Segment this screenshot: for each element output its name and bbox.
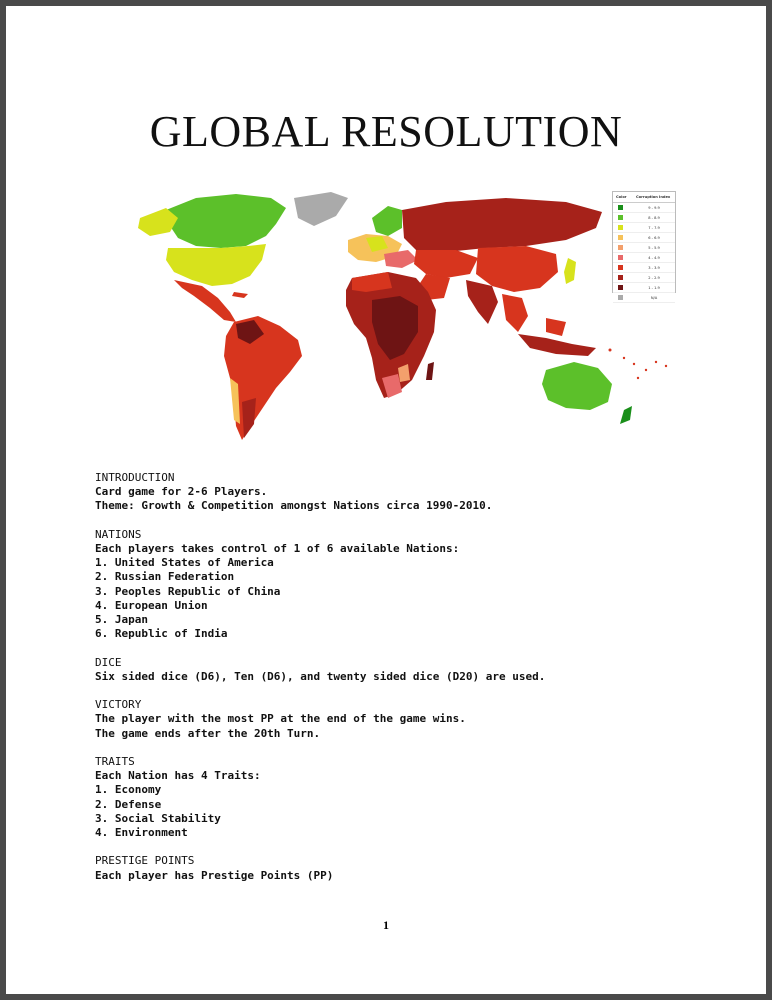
section-line: 5. Japan xyxy=(95,613,148,627)
legend-row xyxy=(613,233,675,243)
legend-label: 8 - 8.9 xyxy=(648,215,660,220)
world-map-image xyxy=(126,188,686,446)
page-number: 1 xyxy=(383,918,389,932)
legend-label: 2 - 2.9 xyxy=(648,275,660,280)
section-line: 4. European Union xyxy=(95,598,208,612)
section-line: 2. Defense xyxy=(95,797,162,811)
section-line: Each player has Prestige Points (PP) xyxy=(95,868,334,882)
section-line: Card game for 2-6 Players. xyxy=(95,485,268,499)
section-victory xyxy=(95,698,695,741)
legend-header-index: Corruption Index xyxy=(636,195,671,199)
map-india xyxy=(466,280,498,324)
section-introduction xyxy=(95,471,695,514)
legend-row xyxy=(613,293,675,303)
legend-swatch xyxy=(618,285,623,290)
section-line: 3. Social Stability xyxy=(95,811,221,825)
legend-row xyxy=(613,253,675,263)
legend-label: 9 - 9.9 xyxy=(648,205,660,210)
map-russia xyxy=(402,198,602,252)
map-scandinavia xyxy=(372,206,402,236)
section-line: 4. Environment xyxy=(95,826,188,840)
section-line: The game ends after the 20th Turn. xyxy=(95,726,321,740)
legend-label: 6 - 6.9 xyxy=(648,235,660,240)
legend-swatch xyxy=(618,255,623,260)
map-legend xyxy=(612,191,676,300)
section-heading: INTRODUCTION xyxy=(95,471,175,484)
document-body xyxy=(95,471,695,897)
legend-row xyxy=(613,203,675,213)
section-line: 2. Russian Federation xyxy=(95,570,235,584)
section-line: Theme: Growth & Competition amongst Nations circa 1990-2010. xyxy=(95,499,493,513)
section-heading: VICTORY xyxy=(95,698,142,712)
legend-swatch xyxy=(618,275,623,280)
section-line: Each players takes control of 1 of 6 available Nations: xyxy=(95,542,460,555)
map-australia xyxy=(542,362,612,410)
map-usa xyxy=(166,244,266,286)
legend-label: N/A xyxy=(650,295,658,300)
section-line: 6. Republic of India xyxy=(95,627,228,641)
legend-swatch xyxy=(618,295,623,300)
legend-swatch xyxy=(618,245,623,250)
section-line: Each Nation has 4 Traits: xyxy=(95,769,261,783)
legend-header-color: Color xyxy=(616,195,627,199)
legend-row xyxy=(613,273,675,283)
section-nations xyxy=(95,528,695,642)
section-traits xyxy=(95,755,695,840)
section-line: The player with the most PP at the end of the game wins. xyxy=(95,712,466,726)
section-line: 1. Economy xyxy=(95,783,162,797)
map-japan xyxy=(564,258,576,284)
legend-swatch xyxy=(618,265,623,270)
section-dice xyxy=(95,656,695,684)
map-legend-header xyxy=(613,192,675,203)
legend-swatch xyxy=(618,225,623,230)
legend-row xyxy=(613,263,675,273)
legend-label: 3 - 3.9 xyxy=(648,265,660,270)
map-new-zealand xyxy=(620,406,632,424)
section-heading: DICE xyxy=(95,655,122,669)
legend-row xyxy=(613,213,675,223)
legend-row xyxy=(613,223,675,233)
legend-label: 7 - 7.9 xyxy=(648,225,660,230)
map-greenland xyxy=(294,192,348,226)
section-heading: TRAITS xyxy=(95,755,135,768)
document-title: GLOBAL RESOLUTION xyxy=(149,107,623,156)
legend-swatch xyxy=(618,205,623,210)
legend-row xyxy=(613,283,675,293)
legend-label: 1 - 1.9 xyxy=(648,285,660,290)
map-canada xyxy=(166,194,286,248)
section-heading: NATIONS xyxy=(95,527,142,541)
map-china xyxy=(476,246,558,292)
legend-swatch xyxy=(618,215,623,220)
legend-label: 5 - 5.9 xyxy=(648,245,660,250)
legend-label: 4 - 4.9 xyxy=(648,255,660,260)
legend-swatch xyxy=(618,235,623,240)
section-line: 1. United States of America xyxy=(95,556,274,570)
section-line: 3. Peoples Republic of China xyxy=(95,584,281,598)
section-heading: PRESTIGE POINTS xyxy=(95,854,195,868)
document-page xyxy=(6,6,766,994)
section-prestige-points xyxy=(95,854,695,882)
section-line: Six sided dice (D6), Ten (D6), and twenty sided dice (D20) are used. xyxy=(95,669,546,683)
map-mexico xyxy=(174,280,236,322)
legend-row xyxy=(613,243,675,253)
